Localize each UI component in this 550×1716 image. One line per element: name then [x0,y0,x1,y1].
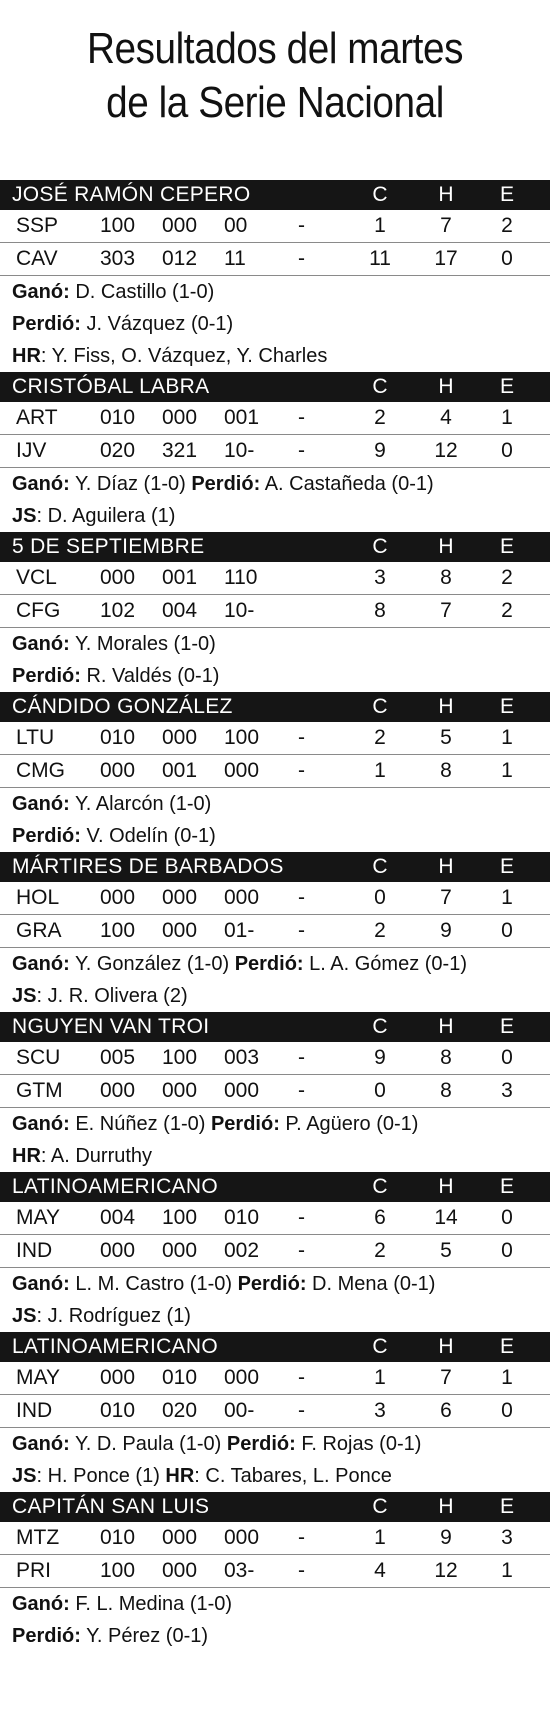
errors-value: 1 [501,406,513,429]
runs-header: C [372,375,388,398]
team-code: CFG [16,599,61,622]
note-label: HR [165,1465,195,1487]
note-text: Y. Alarcón (1-0) [69,793,212,815]
separator-dash: - [298,919,305,942]
note-text: J. Vázquez (0-1) [80,313,234,335]
innings-7-9: 10- [224,439,255,462]
runs-header: C [372,695,388,718]
errors-value: 3 [501,1526,513,1549]
runs-value: 8 [374,599,386,622]
stadium-name: CRISTÓBAL LABRA [12,375,210,398]
game-block [0,1492,550,1652]
game-block [0,180,550,372]
note-label: Perdió: [234,953,304,975]
innings-1-3: 102 [100,599,136,622]
innings-1-3: 005 [100,1046,136,1069]
innings-7-9: 000 [224,1526,260,1549]
errors-value: 1 [501,1366,513,1389]
innings-1-3: 100 [100,919,136,942]
innings-1-3: 100 [100,1559,136,1582]
team-code: PRI [16,1559,52,1582]
note-text: : Y. Fiss, O. Vázquez, Y. Charles [40,345,328,367]
hits-header: H [438,1495,454,1518]
pitching-note [0,340,550,372]
note-label: HR [12,345,41,367]
note-label: Ganó: [12,1273,70,1295]
errors-value: 3 [501,1079,513,1102]
team-code: SCU [16,1046,61,1069]
pitching-note [0,468,550,500]
innings-7-9: 01- [224,919,255,942]
score-row [0,882,550,915]
innings-1-3: 004 [100,1206,136,1229]
separator-dash: - [298,1079,305,1102]
team-code: IND [16,1399,53,1422]
score-row [0,595,550,628]
innings-7-9: 002 [224,1239,260,1262]
team-code: SSP [16,214,59,237]
team-code: MAY [16,1366,60,1389]
note-label: Ganó: [12,793,70,815]
team-code: ART [16,406,58,429]
innings-4-6: 000 [162,886,198,909]
runs-value: 2 [374,726,386,749]
team-code: VCL [16,566,57,589]
innings-4-6: 001 [162,566,198,589]
separator-dash: - [298,1046,305,1069]
score-row [0,1042,550,1075]
game-block [0,372,550,532]
game-header [0,852,550,882]
errors-value: 0 [501,1046,513,1069]
game-header [0,1172,550,1202]
hits-header: H [438,1335,454,1358]
stadium-name: NGUYEN VAN TROI [12,1015,210,1038]
innings-7-9: 11 [224,247,246,270]
team-code: GRA [16,919,62,942]
innings-7-9: 000 [224,1366,260,1389]
team-code: CAV [16,247,58,270]
score-row [0,1362,550,1395]
note-label: Perdió: [12,1625,81,1647]
innings-7-9: 000 [224,759,260,782]
hits-value: 12 [434,1559,458,1582]
innings-4-6: 321 [162,439,198,462]
note-label: Perdió: [12,665,81,687]
score-row [0,402,550,435]
separator-dash: - [298,1239,305,1262]
separator-dash: - [298,214,305,237]
note-label: Perdió: [210,1113,280,1135]
innings-1-3: 010 [100,406,136,429]
note-label: JS [12,1305,37,1327]
stadium-name: 5 DE SEPTIEMBRE [12,535,205,558]
runs-value: 2 [374,919,386,942]
hits-value: 8 [440,759,452,782]
note-label: Ganó: [12,1113,70,1135]
hits-header: H [438,183,454,206]
game-block [0,1332,550,1492]
runs-header: C [372,1495,388,1518]
pitching-note [0,1140,550,1172]
innings-1-3: 303 [100,247,136,270]
innings-4-6: 001 [162,759,198,782]
errors-value: 0 [501,1239,513,1262]
team-code: MAY [16,1206,60,1229]
innings-7-9: 03- [224,1559,255,1582]
team-code: IJV [16,439,47,462]
errors-value: 1 [501,1559,513,1582]
hits-value: 4 [440,406,452,429]
hits-value: 8 [440,1046,452,1069]
errors-value: 2 [501,214,513,237]
innings-4-6: 000 [162,1079,198,1102]
note-text: E. Núñez (1-0) [69,1113,211,1135]
team-code: GTM [16,1079,63,1102]
hits-value: 7 [440,214,452,237]
game-header [0,692,550,722]
innings-4-6: 012 [162,247,198,270]
note-text: : H. Ponce (1) [36,1465,166,1487]
pitching-note [0,820,550,852]
innings-7-9: 010 [224,1206,260,1229]
errors-header: E [499,695,514,718]
stadium-name: MÁRTIRES DE BARBADOS [12,855,284,878]
separator-dash: - [298,759,305,782]
pitching-note [0,628,550,660]
score-row [0,562,550,595]
hits-value: 5 [440,1239,452,1262]
hits-value: 8 [440,1079,452,1102]
pitching-note [0,1268,550,1300]
separator-dash: - [298,1559,305,1582]
game-header [0,1332,550,1362]
score-row [0,1522,550,1555]
note-label: JS [12,505,37,527]
innings-7-9: 000 [224,1079,260,1102]
runs-value: 1 [374,214,386,237]
note-text: F. Rojas (0-1) [295,1433,422,1455]
game-header [0,1012,550,1042]
runs-value: 3 [374,1399,386,1422]
separator-dash: - [298,1399,305,1422]
innings-7-9: 00- [224,1399,255,1422]
title-line-2: de la Serie Nacional [106,78,444,127]
innings-4-6: 000 [162,214,198,237]
errors-value: 0 [501,1206,513,1229]
errors-value: 1 [501,726,513,749]
note-text: : D. Aguilera (1) [36,505,176,527]
innings-1-3: 010 [100,1526,136,1549]
innings-7-9: 100 [224,726,260,749]
separator-dash: - [298,1206,305,1229]
errors-header: E [499,855,514,878]
errors-header: E [499,1335,514,1358]
note-label: Perdió: [226,1433,296,1455]
errors-value: 2 [501,566,513,589]
game-block [0,1172,550,1332]
separator-dash: - [298,247,305,270]
runs-value: 3 [374,566,386,589]
runs-value: 2 [374,1239,386,1262]
errors-value: 2 [501,599,513,622]
innings-7-9: 00 [224,214,248,237]
note-label: HR [12,1145,41,1167]
hits-value: 7 [440,1366,452,1389]
note-text: : A. Durruthy [40,1145,153,1167]
note-label: Ganó: [12,633,70,655]
innings-1-3: 000 [100,759,136,782]
innings-4-6: 100 [162,1046,198,1069]
score-row [0,243,550,276]
innings-4-6: 020 [162,1399,198,1422]
innings-1-3: 000 [100,566,136,589]
runs-value: 9 [374,1046,386,1069]
note-text: D. Castillo (1-0) [69,281,215,303]
score-row [0,915,550,948]
note-label: Ganó: [12,281,70,303]
game-header [0,532,550,562]
score-row [0,722,550,755]
note-label: Perdió: [12,825,81,847]
innings-7-9: 000 [224,886,260,909]
note-text: V. Odelín (0-1) [80,825,216,847]
hits-value: 17 [434,247,458,270]
note-text: P. Agüero (0-1) [279,1113,419,1135]
note-text: R. Valdés (0-1) [80,665,220,687]
pitching-note [0,276,550,308]
runs-value: 2 [374,406,386,429]
team-code: CMG [16,759,65,782]
score-row [0,435,550,468]
note-text: D. Mena (0-1) [306,1273,436,1295]
innings-1-3: 100 [100,214,136,237]
innings-4-6: 000 [162,406,198,429]
separator-dash: - [298,1526,305,1549]
innings-1-3: 000 [100,1239,136,1262]
innings-7-9: 10- [224,599,255,622]
errors-header: E [499,1175,514,1198]
innings-1-3: 020 [100,439,136,462]
errors-value: 0 [501,247,513,270]
separator-dash: - [298,1366,305,1389]
innings-4-6: 000 [162,1559,198,1582]
errors-value: 1 [501,759,513,782]
pitching-note [0,788,550,820]
errors-value: 0 [501,439,513,462]
note-text: : J. Rodríguez (1) [36,1305,191,1327]
runs-value: 0 [374,1079,386,1102]
game-block [0,692,550,852]
errors-value: 0 [501,919,513,942]
innings-7-9: 003 [224,1046,260,1069]
runs-header: C [372,1015,388,1038]
note-label: Ganó: [12,953,70,975]
note-text: F. L. Medina (1-0) [69,1593,233,1615]
score-row [0,1555,550,1588]
note-text: A. Castañeda (0-1) [260,473,434,495]
runs-header: C [372,535,388,558]
hits-header: H [438,1015,454,1038]
innings-1-3: 010 [100,726,136,749]
stadium-name: JOSÉ RAMÓN CEPERO [12,183,251,206]
note-text: L. A. Gómez (0-1) [303,953,467,975]
hits-value: 9 [440,1526,452,1549]
errors-value: 1 [501,886,513,909]
errors-header: E [499,535,514,558]
note-text: : J. R. Olivera (2) [36,985,188,1007]
innings-4-6: 100 [162,1206,198,1229]
innings-4-6: 000 [162,1526,198,1549]
pitching-note [0,1460,550,1492]
note-text: Y. González (1-0) [69,953,235,975]
runs-header: C [372,855,388,878]
hits-value: 7 [440,599,452,622]
hits-header: H [438,535,454,558]
innings-4-6: 000 [162,726,198,749]
innings-4-6: 000 [162,1239,198,1262]
game-header [0,1492,550,1522]
game-block [0,1012,550,1172]
pitching-note [0,308,550,340]
stadium-name: CÁNDIDO GONZÁLEZ [12,695,233,718]
note-text: Y. Morales (1-0) [69,633,216,655]
innings-1-3: 010 [100,1399,136,1422]
innings-4-6: 000 [162,919,198,942]
pitching-note [0,1108,550,1140]
score-row [0,1202,550,1235]
runs-value: 1 [374,1366,386,1389]
note-text: Y. Díaz (1-0) [69,473,192,495]
team-code: IND [16,1239,53,1262]
hits-header: H [438,855,454,878]
note-label: Perdió: [191,473,261,495]
innings-1-3: 000 [100,1366,136,1389]
separator-dash: - [298,886,305,909]
runs-value: 1 [374,759,386,782]
score-row [0,1235,550,1268]
runs-header: C [372,183,388,206]
hits-value: 5 [440,726,452,749]
score-row [0,1075,550,1108]
hits-value: 6 [440,1399,452,1422]
pitching-note [0,1300,550,1332]
game-header [0,180,550,210]
pitching-note [0,1588,550,1620]
note-label: Ganó: [12,473,70,495]
stadium-name: LATINOAMERICANO [12,1175,218,1198]
team-code: LTU [16,726,55,749]
score-row [0,755,550,788]
innings-4-6: 010 [162,1366,198,1389]
hits-value: 12 [434,439,458,462]
separator-dash: - [298,726,305,749]
games-list [0,180,550,1652]
hits-value: 8 [440,566,452,589]
title-line-1: Resultados del martes [86,24,463,73]
innings-4-6: 004 [162,599,198,622]
innings-1-3: 000 [100,1079,136,1102]
score-row [0,1395,550,1428]
runs-value: 11 [369,247,391,270]
runs-value: 4 [374,1559,386,1582]
errors-header: E [499,183,514,206]
hits-value: 7 [440,886,452,909]
runs-header: C [372,1335,388,1358]
pitching-note [0,660,550,692]
pitching-note [0,1620,550,1652]
innings-1-3: 000 [100,886,136,909]
runs-value: 6 [374,1206,386,1229]
pitching-note [0,500,550,532]
note-text: Y. D. Paula (1-0) [69,1433,227,1455]
note-label: Ganó: [12,1433,70,1455]
separator-dash: - [298,439,305,462]
innings-7-9: 110 [224,566,258,589]
errors-header: E [499,1015,514,1038]
runs-value: 1 [374,1526,386,1549]
note-text: Y. Pérez (0-1) [80,1625,209,1647]
innings-7-9: 001 [224,406,260,429]
note-label: Ganó: [12,1593,70,1615]
runs-value: 9 [374,439,386,462]
team-code: MTZ [16,1526,60,1549]
hits-header: H [438,695,454,718]
note-label: JS [12,1465,37,1487]
errors-value: 0 [501,1399,513,1422]
stadium-name: CAPITÁN SAN LUIS [12,1495,210,1518]
hits-value: 14 [434,1206,458,1229]
hits-value: 9 [440,919,452,942]
runs-value: 0 [374,886,386,909]
errors-header: E [499,375,514,398]
game-header [0,372,550,402]
note-label: Perdió: [12,313,81,335]
note-label: JS [12,985,37,1007]
note-text: : C. Tabares, L. Ponce [194,1465,392,1487]
runs-header: C [372,1175,388,1198]
pitching-note [0,1428,550,1460]
hits-header: H [438,375,454,398]
score-row [0,210,550,243]
pitching-note [0,980,550,1012]
page-title [33,0,517,130]
separator-dash: - [298,406,305,429]
team-code: HOL [16,886,60,909]
pitching-note [0,948,550,980]
hits-header: H [438,1175,454,1198]
stadium-name: LATINOAMERICANO [12,1335,218,1358]
errors-header: E [499,1495,514,1518]
note-label: Perdió: [237,1273,307,1295]
note-text: L. M. Castro (1-0) [69,1273,238,1295]
game-block [0,852,550,1012]
game-block [0,532,550,692]
